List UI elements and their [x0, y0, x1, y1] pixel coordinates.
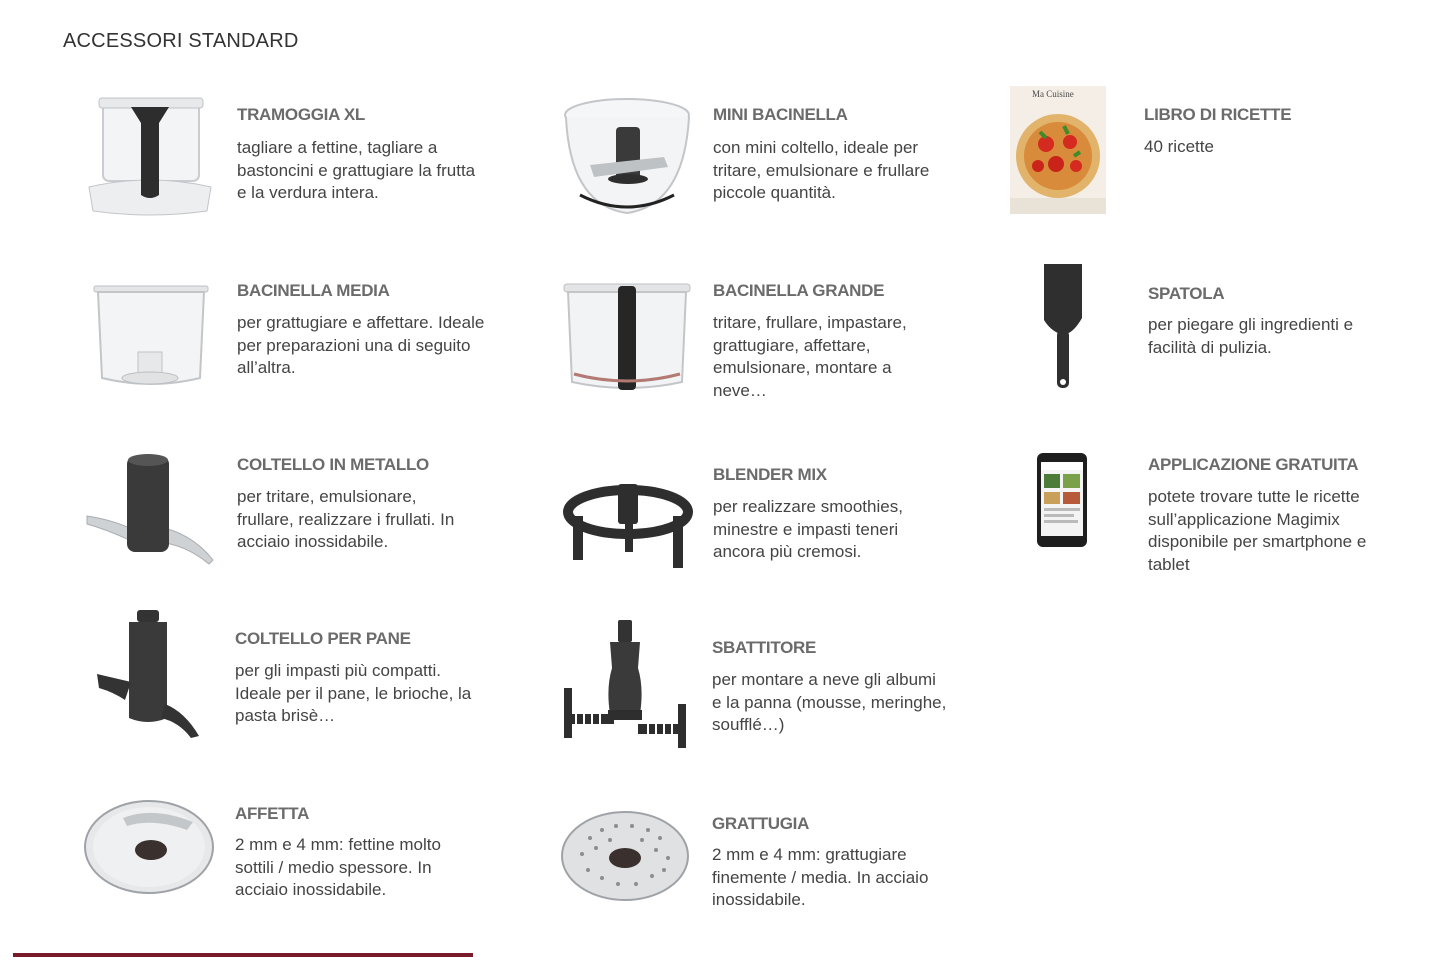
dough-blade-icon [95, 608, 203, 742]
accessory-blender-mix [563, 462, 983, 592]
accessory-description: per montare a neve gli albumi e la panna (mousse, meringhe, soufflé…) [712, 670, 947, 734]
accessory-description: 40 ricette [1144, 137, 1214, 156]
accessory-name: COLTELLO IN METALLO [237, 455, 429, 474]
accessory-description: tritare, frullare, impastare, grattugiare, affettare, emulsionare, montare a neve… [713, 313, 907, 400]
accessory-whisk [560, 618, 980, 758]
accessory-description: potete trovare tutte le ricette sull’applicazione Magimix disponibile per smartphone e tablet [1148, 487, 1367, 574]
spatula-icon [1040, 262, 1086, 394]
whisk-icon [560, 618, 690, 748]
accessory-name: SPATOLA [1148, 284, 1225, 303]
accessory-name: LIBRO DI RICETTE [1144, 105, 1292, 124]
accessory-description: con mini coltello, ideale per tritare, emulsionare e frullare piccole quantità. [713, 138, 930, 202]
accessory-description: 2 mm e 4 mm: grattugiare finemente / media. In acciaio inossidabile. [712, 845, 929, 909]
accessory-medium-bowl [92, 278, 492, 408]
recipe-book-cover-title: Ma Cuisine [1032, 89, 1074, 99]
accessory-name: GRATTUGIA [712, 814, 810, 833]
accessory-name: APPLICAZIONE GRATUITA [1148, 455, 1359, 474]
accessory-name: BACINELLA GRANDE [713, 281, 885, 300]
mini-bowl-icon [560, 95, 695, 217]
medium-bowl-icon [92, 278, 210, 396]
large-bowl-icon [562, 278, 692, 396]
footer-accent-bar [13, 953, 473, 957]
blender-mix-icon [563, 462, 693, 578]
accessory-description: 2 mm e 4 mm: fettine molto sottili / medio spessore. In acciaio inossidabile. [235, 835, 441, 899]
xl-feed-tube-bowl-icon [85, 95, 215, 217]
slicing-disc-icon [83, 798, 215, 896]
accessory-description: per piegare gli ingredienti e facilità di pulizia. [1148, 315, 1354, 357]
recipe-book-icon [1010, 86, 1106, 214]
smartphone-app-icon [1036, 452, 1088, 548]
accessory-dough-blade [95, 608, 495, 748]
accessory-description: per grattugiare e affettare. Ideale per preparazioni una di seguito all’altra. [237, 313, 485, 377]
accessory-description: per gli impasti più compatti. Ideale per il pane, le brioche, la pasta brisè… [235, 661, 472, 725]
grating-disc-icon [560, 808, 690, 904]
accessory-large-bowl [562, 278, 982, 418]
accessory-description: per tritare, emulsionare, frullare, realizzare i frullati. In acciaio inossidabile. [237, 487, 455, 551]
accessory-name: AFFETTA [235, 804, 310, 823]
page-title: ACCESSORI STANDARD [63, 30, 299, 52]
accessory-slicing-disc [83, 798, 483, 938]
accessory-recipe-book [1010, 86, 1430, 216]
accessory-name: TRAMOGGIA XL [237, 105, 365, 124]
accessory-description: tagliare a fettine, tagliare a bastoncini e grattugiare la frutta e la verdura intera. [237, 138, 476, 202]
accessory-mini-bowl [560, 95, 980, 225]
metal-blade-icon [85, 452, 219, 568]
accessory-name: MINI BACINELLA [713, 105, 848, 124]
accessory-xl-feed-tube [85, 95, 485, 225]
accessory-name: COLTELLO PER PANE [235, 629, 411, 648]
accessory-free-app [1036, 452, 1436, 592]
accessory-name: BACINELLA MEDIA [237, 281, 390, 300]
accessory-metal-blade [85, 452, 485, 582]
accessory-name: BLENDER MIX [713, 465, 827, 484]
accessory-description: per realizzare smoothies, minestre e impasti teneri ancora più cremosi. [713, 497, 903, 561]
accessory-name: SBATTITORE [712, 638, 817, 657]
accessory-grating-disc [560, 808, 980, 948]
accessory-spatula [1040, 262, 1440, 402]
